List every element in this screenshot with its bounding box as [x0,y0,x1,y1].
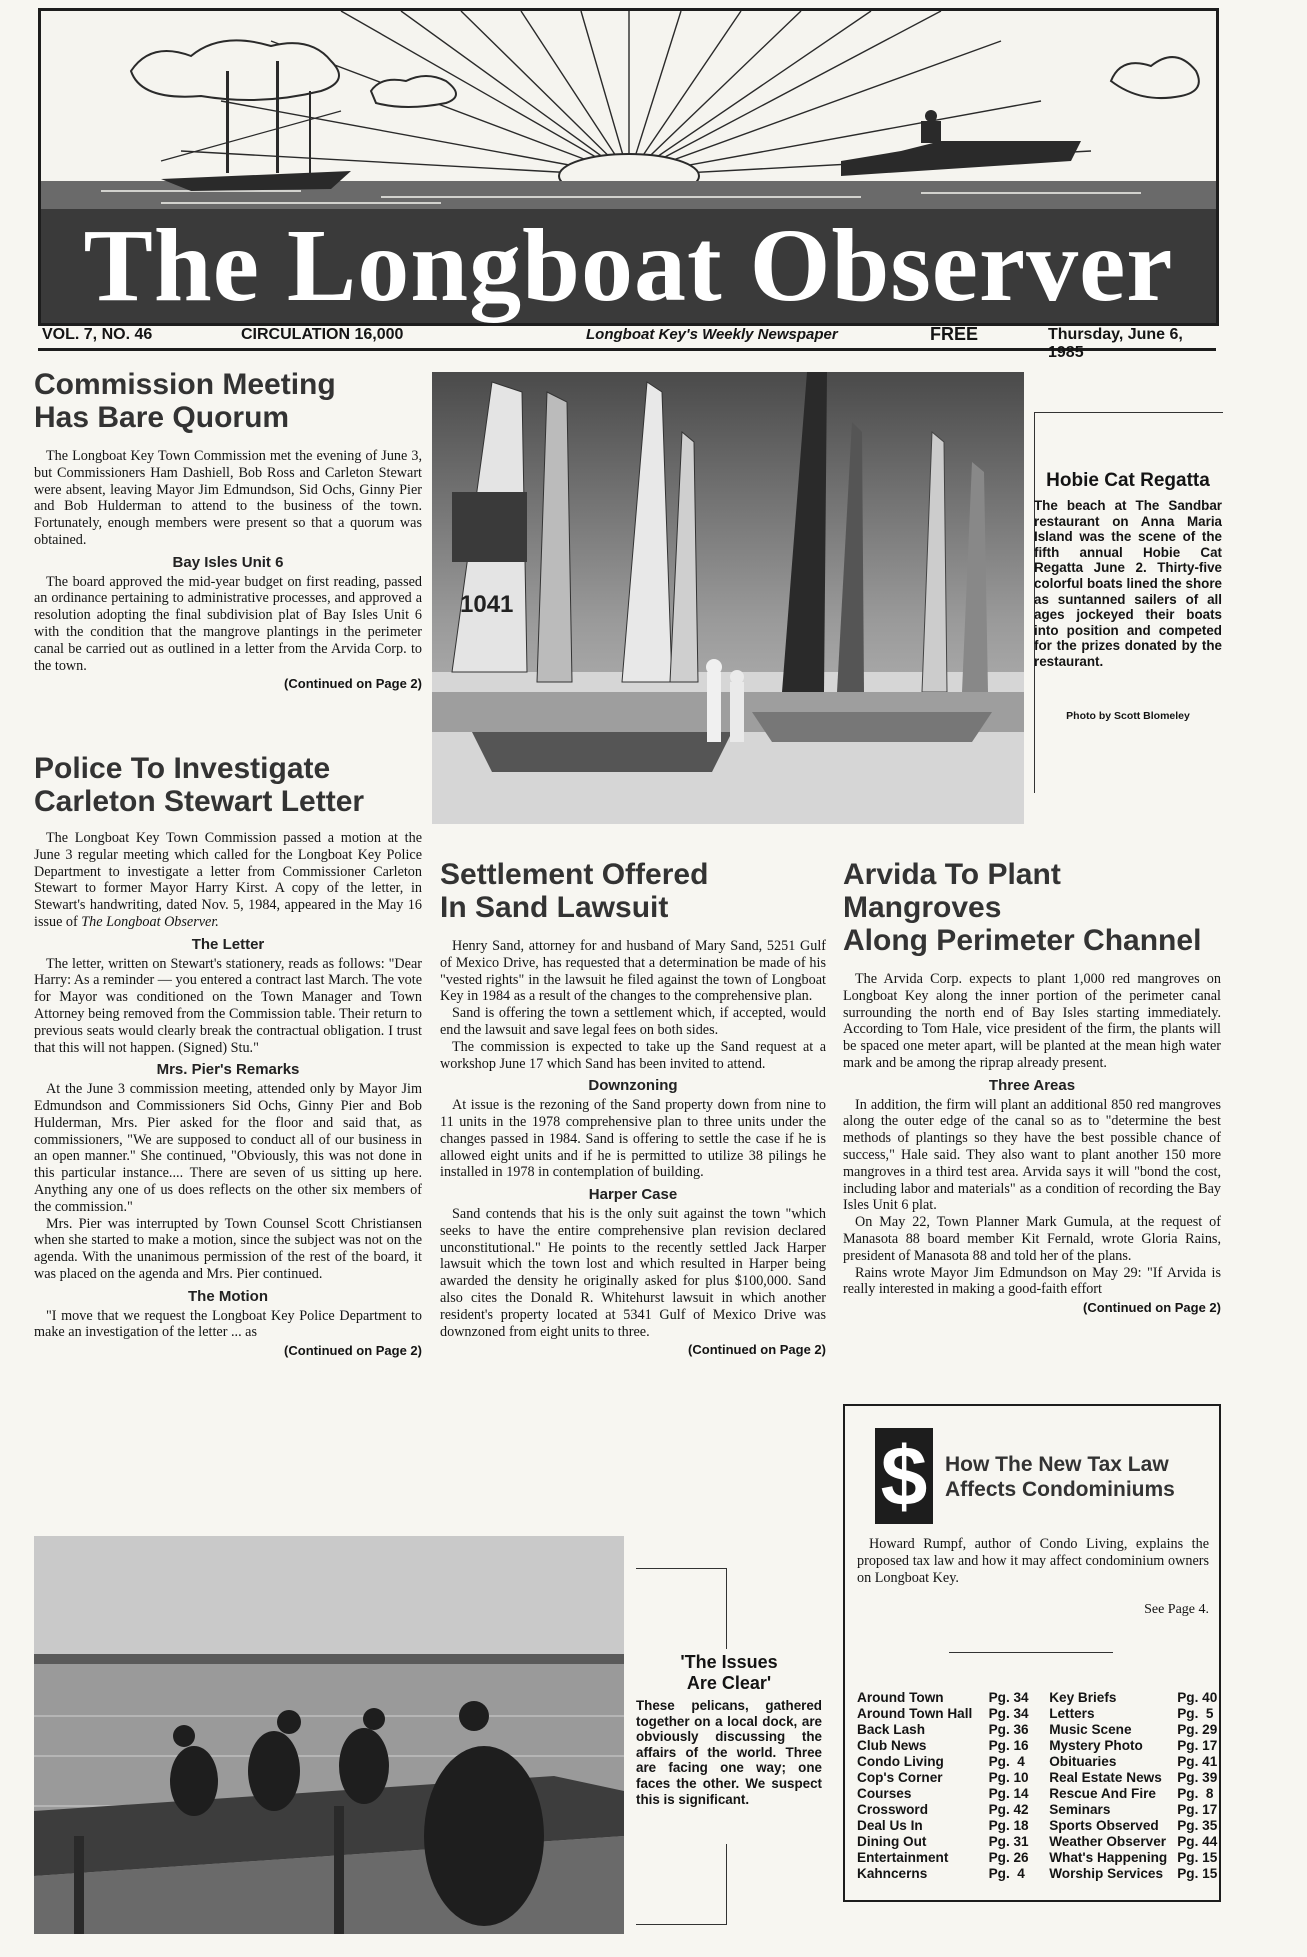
index-row [857,1786,1219,1802]
arvida-article [843,858,1221,1315]
pelican-headline-1: 'The Issues [680,1652,778,1672]
index-page-number: Pg. 16 [988,1738,1029,1753]
settlement-subhead: Harper Case [588,1186,678,1204]
police-paragraph: Mrs. Pier was interrupted by Town Counsel Scott Christiansen when she started to make a motion, since the subject was not on the agenda. With the unanimous permission of the rest of the board, it was placed on the agenda and Mrs. Pier continued. [34,1215,422,1282]
index-page-number: Pg. 4 [988,1866,1025,1881]
continued-link[interactable]: (Continued on Page 2) [688,1342,826,1358]
tagline: Longboat Key's Weekly Newspaper [586,326,838,343]
police-paragraph: The Longboat Key Town Commission passed a motion at the June 3 regular meeting which called for the Longboat Key Police Department to investigate a letter from Commissioner Carleton Stewart to former Mayor Harry Kirst. A copy of the letter, in Stewart's handwriting, dated Nov. 5, 1984, appeared in the May 16 issue of The Longboat Observer. [34,830,422,930]
index-item-label: Worship Services [1049,1866,1164,1881]
index-item-label: Mystery Photo [1049,1738,1143,1753]
commission-paragraph: The board approved the mid-year budget on first reading, passed an ordinance pertaining to administrative processes, and approved a resolution adopting the final subdivision plat of Bay Isles Unit 6 with the condition that the mangrove plantings in the perimeter canal be carried out as outlined in a letter from the Arvida Corp. to the town. [34,573,422,674]
index-row [857,1802,1219,1818]
index-item-label: Rescue And Fire [1049,1786,1156,1801]
arvida-paragraph: The Arvida Corp. expects to plant 1,000 red mangroves on Longboat Key along the inner portion of the perimeter canal surrounding the north end of Bay Isles starting immediately. According to Tom Hale, vice president of the firm, the plants will be spaced one meter apart, will be planted at the mean high water mark and be among the riprap already present. [843,971,1221,1071]
tax-text [857,1536,1209,1586]
settlement-article [440,858,826,1357]
pelican-photo [34,1536,624,1934]
commission-subhead: Bay Isles Unit 6 [172,553,284,571]
index-row [857,1850,1219,1866]
index-item-label: Kahncerns [857,1866,928,1881]
index-item-label: Cop's Corner [857,1770,943,1785]
dollar-icon: $ [875,1428,933,1524]
settlement-paragraph: Sand is offering the town a settlement which, if accepted, would end the lawsuit and save legal fees on both sides. [440,1005,826,1038]
index-item-label: Music Scene [1049,1722,1132,1737]
index-page-number: Pg. 14 [988,1786,1029,1801]
index-row [857,1722,1219,1738]
settlement-paragraph: Sand contends that his is the only suit against the town "which seeks to have the entire comprehensive plan revision declared unconstitutional." He points to the recently settled Jack Harper lawsuit which the town lost and which resulted in Harper being awarded the density he originally asked for plus $100,000. Sand also cites the Donald R. Whitehurst lawsuit in which another resident's property located at 5341 Gulf of Mexico Drive was downzoned from eight units to three. [440,1205,826,1340]
index-row [857,1770,1219,1786]
index-item-label: Key Briefs [1049,1690,1117,1705]
tax-headline-1: How The New Tax Law [945,1453,1169,1476]
index-page-number: Pg. 5 [1177,1706,1214,1721]
police-headline-1: Police To Investigate [34,752,331,785]
index-item-label: Around Town Hall [857,1706,973,1721]
index-item-label: Weather Observer [1049,1834,1167,1849]
police-subhead: The Motion [188,1287,268,1305]
arvida-headline-2: Along Perimeter Channel [843,924,1202,957]
police-subhead: Mrs. Pier's Remarks [156,1061,300,1079]
arvida-subhead: Three Areas [988,1076,1076,1094]
hobie-headline: Hobie Cat Regatta [1046,470,1210,491]
index-item-label: What's Happening [1049,1850,1168,1865]
index-row [857,1866,1219,1882]
index-page-number: Pg. 26 [988,1850,1029,1865]
index-item-label: Around Town [857,1690,944,1705]
caption-frame [636,1844,727,1925]
index-row [857,1818,1219,1834]
info-bar [38,322,1216,361]
police-headline-2: Carleton Stewart Letter [34,785,365,818]
arvida-paragraph: On May 22, Town Planner Mark Gumula, at the request of Manasota 88 board member Kit Fernald, wrote Gloria Rains, president of Manasota 88 and told her of the plans. [843,1214,1221,1264]
index-item-label: Dining Out [857,1834,927,1849]
index-page-number: Pg. 8 [1177,1786,1214,1801]
hobie-caption [1034,470,1222,722]
index-item-label: Obituaries [1049,1754,1117,1769]
settlement-subhead: Downzoning [588,1077,678,1095]
index-item-label: Entertainment [857,1850,949,1865]
hobie-cat-photo [432,372,1024,824]
arvida-paragraph: Rains wrote Mayor Jim Edmundson on May 29: "If Arvida is really interested in making a good-faith effort [843,1264,1221,1298]
price: FREE [930,324,979,344]
index-page-number: Pg. 4 [988,1754,1025,1769]
index-page-number: Pg. 15 [1177,1866,1218,1881]
police-subhead: The Letter [191,935,265,953]
index-item-label: Crossword [857,1802,929,1817]
index-item-label: Courses [857,1786,912,1801]
settlement-paragraph: Henry Sand, attorney for and husband of Mary Sand, 5251 Gulf of Mexico Drive, has requested that a determination be made of his "vested rights" in the lawsuit he filed against the town of Longboat Key in 1984 as a result of the changes to the comprehensive plan. [440,938,826,1005]
index-page-number: Pg. 44 [1177,1834,1218,1849]
index-item-label: Deal Us In [857,1818,923,1833]
index-page-number: Pg. 18 [988,1818,1029,1833]
index-page-number: Pg. 17 [1177,1738,1218,1753]
settlement-paragraph: The commission is expected to take up the Sand request at a workshop June 17 which Sand has been invited to attend. [440,1038,826,1072]
commission-headline-2: Has Bare Quorum [34,401,290,434]
tax-headline-2: Affects Condominiums [945,1478,1175,1501]
index-item-label: Sports Observed [1049,1818,1159,1833]
page-index [857,1690,1219,1882]
index-page-number: Pg. 39 [1177,1770,1218,1785]
commission-headline-1: Commission Meeting [34,368,336,401]
index-item-label: Seminars [1049,1802,1111,1817]
pelican-headline-2: Are Clear' [686,1673,772,1693]
settlement-paragraph: At issue is the rezoning of the Sand property down from nine to 11 units in the 1978 comprehensive plan to three units under the changes passed in 1984. Sand is offering to settle the case if he is allowed eight units and if he is permitted to utilize 38 pilings he installed in 1978 in contemplation of building. [440,1097,826,1181]
index-item-label: Real Estate News [1049,1770,1162,1785]
index-page-number: Pg. 15 [1177,1850,1218,1865]
photo-credit: Photo by Scott Blomeley [1066,709,1190,722]
masthead [38,8,1219,326]
continued-link[interactable]: (Continued on Page 2) [284,1343,422,1359]
tax-law-box [843,1404,1221,1902]
settlement-headline-2: In Sand Lawsuit [440,891,669,924]
divider [949,1652,1113,1653]
tax-paragraph: Howard Rumpf, author of Condo Living, explains the proposed tax law and how it may affect condominium owners on Longboat Key. [857,1536,1209,1586]
continued-link[interactable]: (Continued on Page 2) [284,676,422,692]
newspaper-title: The Longboat Observer [83,208,1174,323]
circulation: CIRCULATION 16,000 [241,326,404,343]
index-page-number: Pg. 31 [988,1834,1029,1849]
index-row [857,1690,1219,1706]
newspaper-name-reference: The Longboat Observer. [81,913,219,930]
police-paragraph: At the June 3 commission meeting, attended only by Mayor Jim Edmundson and Commissioners Sid Ochs, Ginny Pier and Bob Hulderman, Mrs. Pier asked for the floor and said that, as commissioners, "We are supposed to conduct all of our business in an open manner." She continued, "Obviously, this was not done in this particular instance.... There are seven of us sitting up here. Anything any one of us does reflects on the other six members of the commission." [34,1081,422,1215]
police-paragraph: The letter, written on Stewart's stationery, reads as follows: "Dear Harry: As a reminder — you entered a contract last March. The vote for Mayor was conditioned on the Town Manager and Town Attorney being removed from the Commission table. Their return to previous seats would clearly break the contractual obligation. I trust that this will not happen. (Signed) Stu." [34,955,422,1056]
caption-frame [636,1568,727,1649]
index-page-number: Pg. 29 [1177,1722,1218,1737]
commission-article [34,368,422,691]
commission-paragraph: The Longboat Key Town Commission met the evening of June 3, but Commissioners Ham Dashiell, Bob Ross and Carleton Stewart were absent, leaving Mayor Jim Edmundson, Sid Ochs, Ginny Pier and Bob Hulderman to attend to the business of the town. Fortunately, enough members were present so that a quorum was obtained. [34,448,422,548]
index-row [857,1738,1219,1754]
index-item-label: Condo Living [857,1754,944,1769]
index-page-number: Pg. 34 [988,1706,1029,1721]
arvida-headline-1: Arvida To Plant Mangroves [843,858,1061,924]
pelican-caption-text: These pelicans, gathered together on a local dock, are obviously discussing the affairs of the world. Three are facing one way; one faces the other. We suspect this is significant. [636,1698,822,1807]
police-paragraph: "I move that we request the Longboat Key Police Department to make an investigation of the letter ... as [34,1307,422,1341]
arvida-paragraph: In addition, the firm will plant an additional 850 red mangroves along the outer edge of the canal so as to "determine the best methods of plantings so they have the best possible chance of success," Hale said. They also want to plant another 150 more mangroves in a third test area. Arvida says it will "bond the cost, including labor and materials" as a condition of recording the Bay Isles Unit 6 plat. [843,1096,1221,1214]
index-item-label: Club News [857,1738,927,1753]
continued-link[interactable]: (Continued on Page 2) [1083,1300,1221,1316]
settlement-headline-1: Settlement Offered [440,858,709,891]
index-row [857,1754,1219,1770]
index-page-number: Pg. 36 [988,1722,1029,1737]
index-page-number: Pg. 10 [988,1770,1029,1785]
index-row [857,1706,1219,1722]
index-page-number: Pg. 42 [988,1802,1029,1817]
index-page-number: Pg. 17 [1177,1802,1218,1817]
sail-number: 1041 [460,591,514,618]
index-page-number: Pg. 41 [1177,1754,1218,1769]
hobie-caption-text: The beach at The Sandbar restaurant on Anna Maria Island was the scene of the fifth annual Hobie Cat Regatta June 2. Thirty-five colorful boats lined the shore as suntanned sailers of all ages jockeyed their boats into position and competed for the prizes donated by the restaurant. [1034,498,1222,669]
volume-number: VOL. 7, NO. 46 [42,326,153,343]
index-item-label: Letters [1049,1706,1095,1721]
issue-date: Thursday, June 6, 1985 [1048,326,1183,361]
index-page-number: Pg. 35 [1177,1818,1218,1833]
pelican-caption [636,1652,822,1807]
index-item-label: Back Lash [857,1722,926,1737]
index-row [857,1834,1219,1850]
index-page-number: Pg. 34 [988,1690,1029,1705]
index-page-number: Pg. 40 [1177,1690,1218,1705]
police-article [34,752,422,1358]
see-page-link[interactable]: See Page 4. [1144,1602,1209,1617]
